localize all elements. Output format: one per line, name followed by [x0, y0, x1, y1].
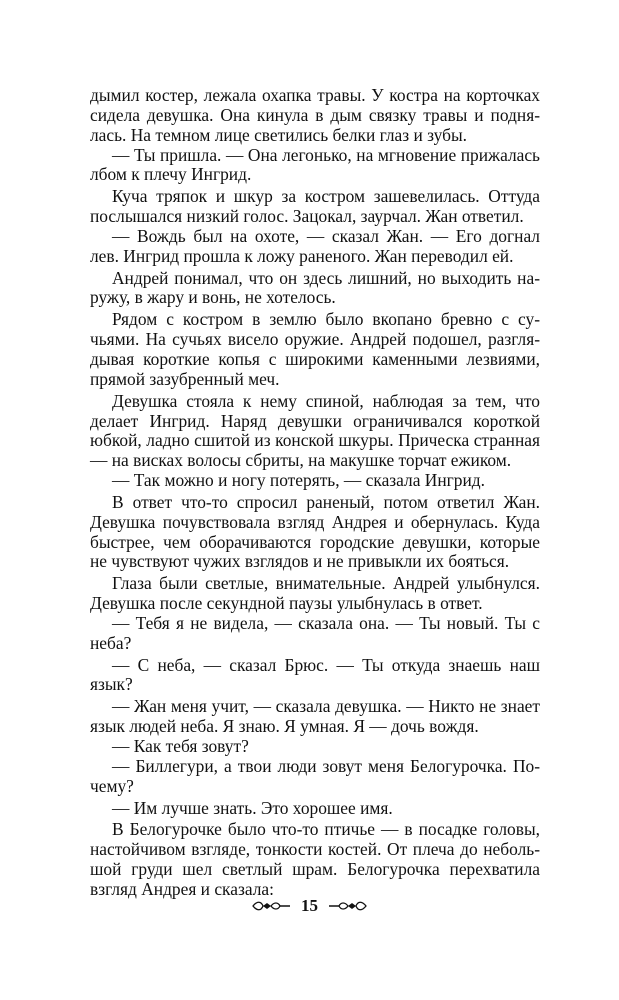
page-footer [0, 896, 619, 916]
text-column [90, 86, 540, 900]
paragraph-16: — Им лучше знать. Это хорошее имя. [112, 797, 393, 818]
paragraph-17: В Белогурочке было что-то птичье — в посадке головы, настойчивом взгляде, тонкости костей. От плеча до небольшой груди шел светлый шрам. Белогурочка перехватила взгляд Андрея и сказала: [90, 819, 540, 899]
paragraph-10: Глаза были светлые, внимательные. Андрей улыбнулся. Девушка после секундной паузы улыбнулась в ответ. [90, 573, 540, 614]
paragraph-6: Рядом с костром в землю было вкопано бревно с сучьями. На сучьях висело оружие. Андрей подошел, разглядывая короткие копья с широкими каменными лезвиями, прямой зазубренный меч. [90, 309, 540, 389]
paragraph-11: — Тебя я не видела, — сказала она. — Ты новый. Ты с неба? [90, 612, 540, 653]
paragraph-1: дымил костер, лежала охапка травы. У костра на корточках сидела девушка. Она кинула в дым связку травы и поднялась. На темном лице светились белки глаз и зубы. [90, 85, 540, 145]
paragraph-5: Андрей понимал, что он здесь лишний, но выходить наружу, в жару и вонь, не хотелось. [90, 267, 540, 308]
left-ornament-icon [251, 899, 291, 913]
paragraph-3: Куча тряпок и шкур за костром зашевелилась. Оттуда послышался низкий голос. Зацокал, заурчал. Жан ответил. [90, 186, 540, 227]
right-ornament-icon [328, 899, 368, 913]
paragraph-9: В ответ что-то спросил раненый, потом ответил Жан. Девушка почувствовала взгляд Андрея и обернулась. Куда быстрее, чем оборачиваются городские девушки, которые не чувствуют чужих взглядов и не привыкли их бояться. [90, 491, 540, 572]
paragraph-2: — Ты пришла. — Она легонько, на мгновение прижалась лбом к плечу Ингрид. [90, 144, 540, 185]
page-number: 15 [301, 896, 318, 915]
paragraph-7: Девушка стояла к нему спиной, наблюдая за тем, что делает Ингрид. Наряд девушки ограничивался короткой юбкой, ладно сшитой из конской шкуры. Прическа странная — на висках волосы сбриты, на макушке торчат ежиком. [90, 390, 540, 471]
paragraph-15: — Биллегури, а твои люди зовут меня Белогурочка. Почему? [90, 755, 540, 796]
paragraph-4: — Вождь был на охоте, — сказал Жан. — Его догнал лев. Ингрид прошла к ложу раненого. Жан переводил ей. [90, 225, 540, 266]
paragraph-13: — Жан меня учит, — сказала девушка. — Никто не знает язык людей неба. Я знаю. Я умная. Я — дочь вождя. [90, 696, 540, 737]
paragraph-14: — Как тебя зовут? [112, 736, 249, 756]
paragraph-12: — С неба, — сказал Брюс. — Ты откуда знаешь наш язык? [90, 654, 540, 695]
paragraph-8: — Так можно и ногу потерять, — сказала Ингрид. [112, 470, 485, 491]
